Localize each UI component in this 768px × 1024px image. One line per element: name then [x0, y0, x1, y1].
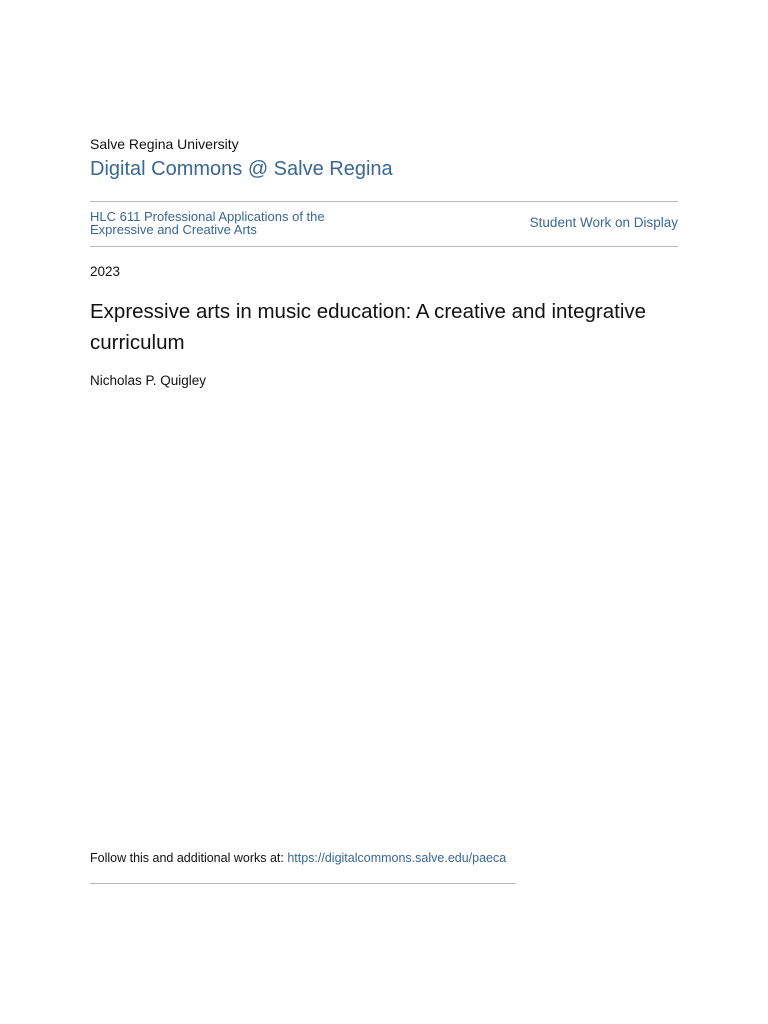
follow-url-link[interactable]: https://digitalcommons.salve.edu/paeca: [287, 851, 507, 865]
divider-middle: [90, 246, 678, 247]
repository-link[interactable]: Digital Commons @ Salve Regina: [90, 158, 393, 180]
divider-bottom: [90, 883, 516, 884]
author-name: Nicholas P. Quigley: [90, 373, 207, 388]
institution-name: Salve Regina University: [90, 136, 239, 152]
series-link[interactable]: Student Work on Display: [529, 215, 678, 230]
collection-link[interactable]: HLC 611 Professional Applications of the Expressive and Creative Arts: [90, 209, 325, 237]
publication-year: 2023: [90, 264, 121, 279]
follow-line: [90, 851, 506, 865]
follow-text: Follow this and additional works at:: [90, 851, 288, 865]
divider-top: [90, 201, 678, 202]
document-title: Expressive arts in music education: A creative and integrative curriculum: [90, 300, 647, 354]
